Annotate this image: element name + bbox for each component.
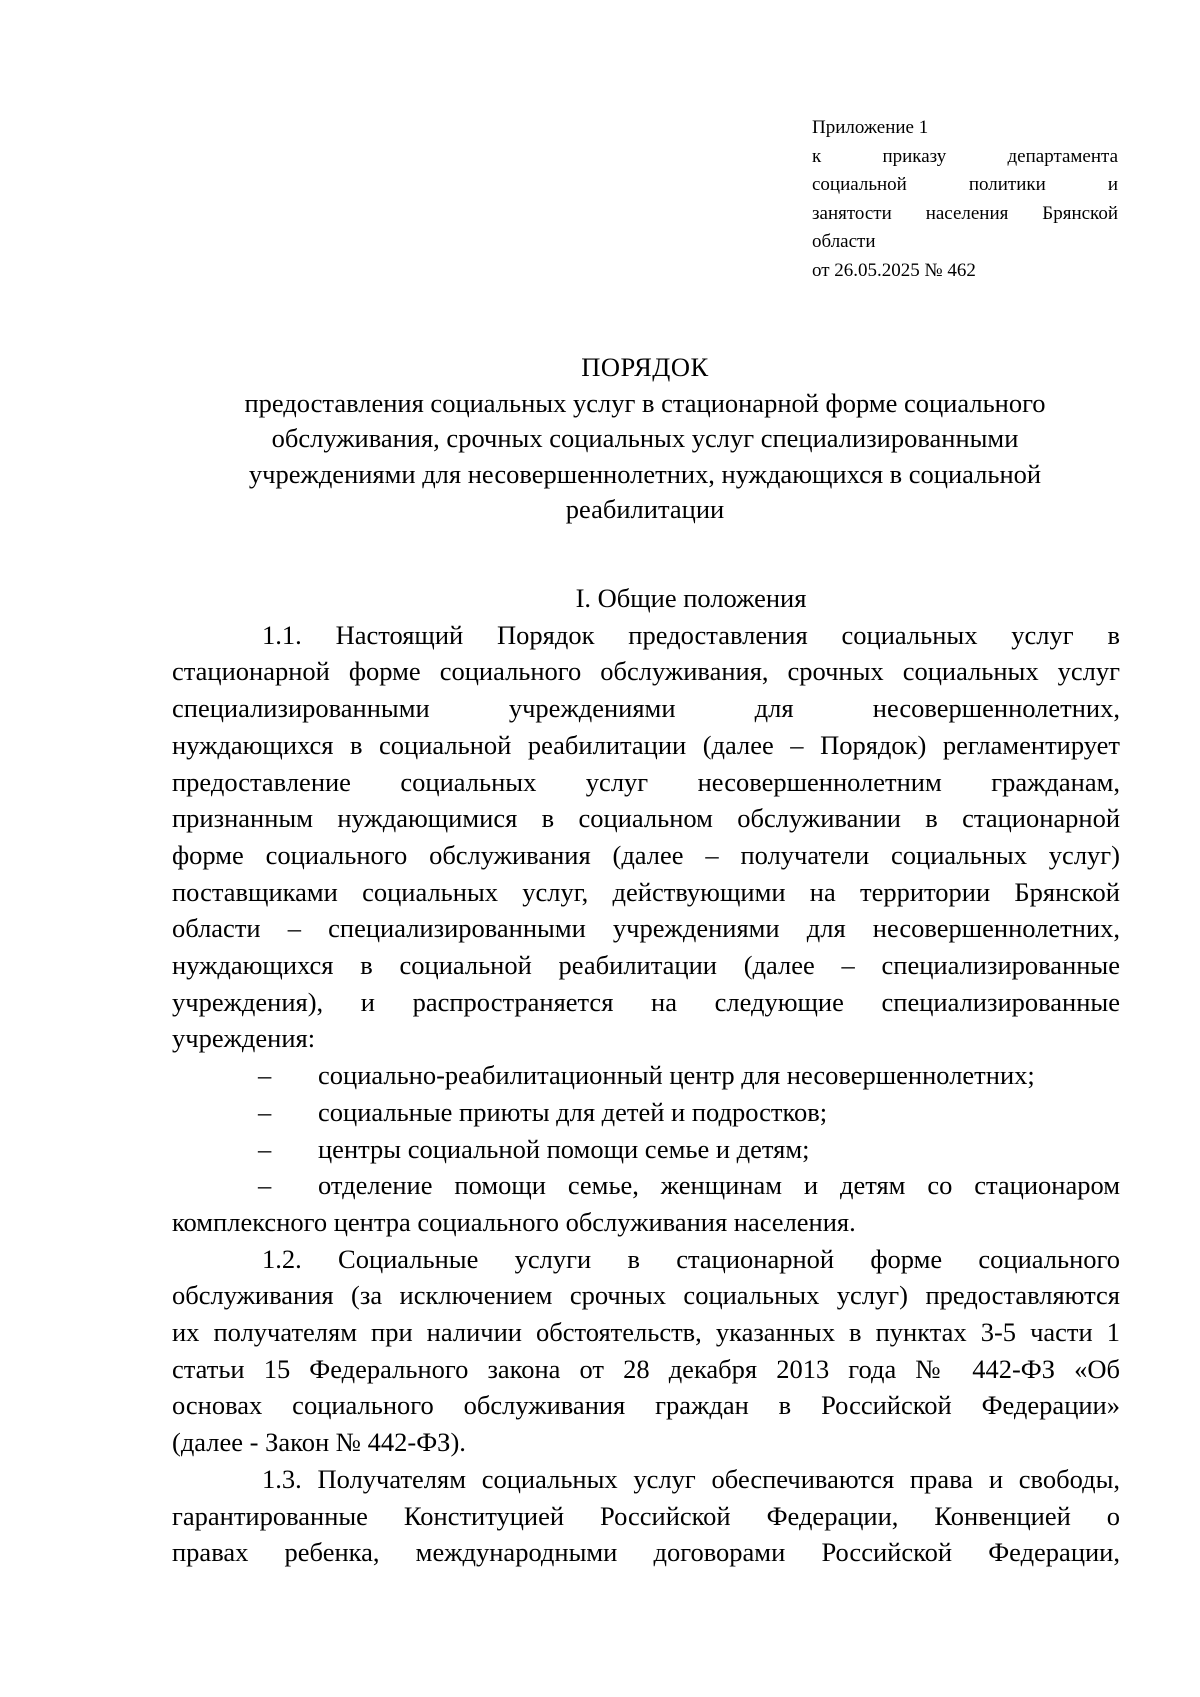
paragraph-line: стационарной форме социального обслуживания, срочных социальных услуг [172, 656, 1120, 687]
appendix-date-number: от 26.05.2025 № 462 [812, 259, 976, 281]
paragraph-1-2 [172, 1241, 1120, 1461]
list-item-text: социальные приюты для детей и подростков; [318, 1096, 828, 1127]
list-item-text: отделение помощи семье, женщинам и детям со стационаром [318, 1170, 1120, 1201]
appendix-block [812, 114, 1118, 285]
title-line: учреждениями для несовершеннолетних, нуждающихся в социальной [248, 458, 1042, 489]
paragraph-line: форме социального обслуживания (далее – получатели социальных услуг) [172, 839, 1120, 870]
title-line: обслуживания, срочных социальных услуг специализированными [271, 423, 1019, 453]
title-line: предоставления социальных услуг в стационарной форме социального [244, 387, 1046, 418]
institution-list [172, 1057, 1120, 1241]
appendix-line: к приказу департамента [812, 145, 1118, 167]
paragraph-line: основах социального обслуживания граждан в Российской Федерации» [172, 1390, 1120, 1421]
title-heading: ПОРЯДОК [581, 352, 709, 382]
list-item [172, 1167, 1120, 1204]
appendix-line: области [812, 231, 876, 252]
paragraph-1-3 [172, 1461, 1120, 1571]
dash-bullet: – [258, 1096, 272, 1127]
list-item-continuation: комплексного центра социального обслуживания населения. [172, 1206, 856, 1237]
paragraph-line: 1.1. Настоящий Порядок предоставления социальных услуг в [262, 619, 1120, 650]
paragraph-line: 1.3. Получателям социальных услуг обеспечиваются права и свободы, [262, 1463, 1120, 1494]
paragraph-line: их получателям при наличии обстоятельств, указанных в пунктах 3-5 части 1 [172, 1317, 1120, 1348]
paragraph-line: предоставление социальных услуг несовершеннолетним гражданам, [172, 766, 1120, 797]
paragraph-line: учреждения: [172, 1023, 316, 1054]
appendix-line: социальной политики и [812, 174, 1118, 195]
paragraph-line: (далее - Закон № 442-ФЗ). [172, 1427, 466, 1458]
list-item-text: социально-реабилитационный центр для несовершеннолетних; [318, 1060, 1035, 1091]
dash-bullet: – [258, 1060, 272, 1091]
paragraph-1-1 [172, 617, 1120, 1057]
paragraph-line: 1.2. Социальные услуги в стационарной форме социального [262, 1243, 1120, 1274]
paragraph-line: гарантированные Конституцией Российской Федерации, Конвенцией о [172, 1500, 1120, 1531]
dash-bullet: – [258, 1133, 272, 1164]
list-item [172, 1131, 1120, 1168]
dash-bullet: – [258, 1170, 272, 1201]
paragraph-line: поставщиками социальных услуг, действующими на территории Брянской [172, 876, 1120, 907]
document-title [170, 350, 1120, 528]
section-heading: I. Общие положения [575, 583, 807, 613]
paragraph-line: нуждающихся в социальной реабилитации (далее – специализированные [172, 950, 1120, 981]
paragraph-line: статьи 15 Федерального закона от 28 декабря 2013 года № 442-ФЗ «Об [172, 1353, 1120, 1384]
paragraph-line: правах ребенка, международными договорами Российской Федерации, [172, 1537, 1120, 1568]
document-body [172, 580, 1120, 1571]
paragraph-line: специализированными учреждениями для несовершеннолетних, [172, 693, 1120, 724]
paragraph-line: нуждающихся в социальной реабилитации (далее – Порядок) регламентирует [172, 729, 1120, 760]
paragraph-line: обслуживания (за исключением срочных социальных услуг) предоставляются [172, 1280, 1120, 1311]
paragraph-line: признанным нуждающимися в социальном обслуживании в стационарной [172, 803, 1120, 834]
appendix-line: занятости населения Брянской [812, 202, 1118, 224]
paragraph-line: учреждения), и распространяется на следующие специализированные [172, 986, 1120, 1017]
list-item-text: центры социальной помощи семье и детям; [318, 1133, 810, 1164]
list-item [172, 1094, 1120, 1131]
title-line: реабилитации [565, 494, 725, 524]
list-item [172, 1057, 1120, 1094]
paragraph-line: области – специализированными учреждениями для несовершеннолетних, [172, 913, 1120, 944]
appendix-line: Приложение 1 [812, 117, 929, 138]
